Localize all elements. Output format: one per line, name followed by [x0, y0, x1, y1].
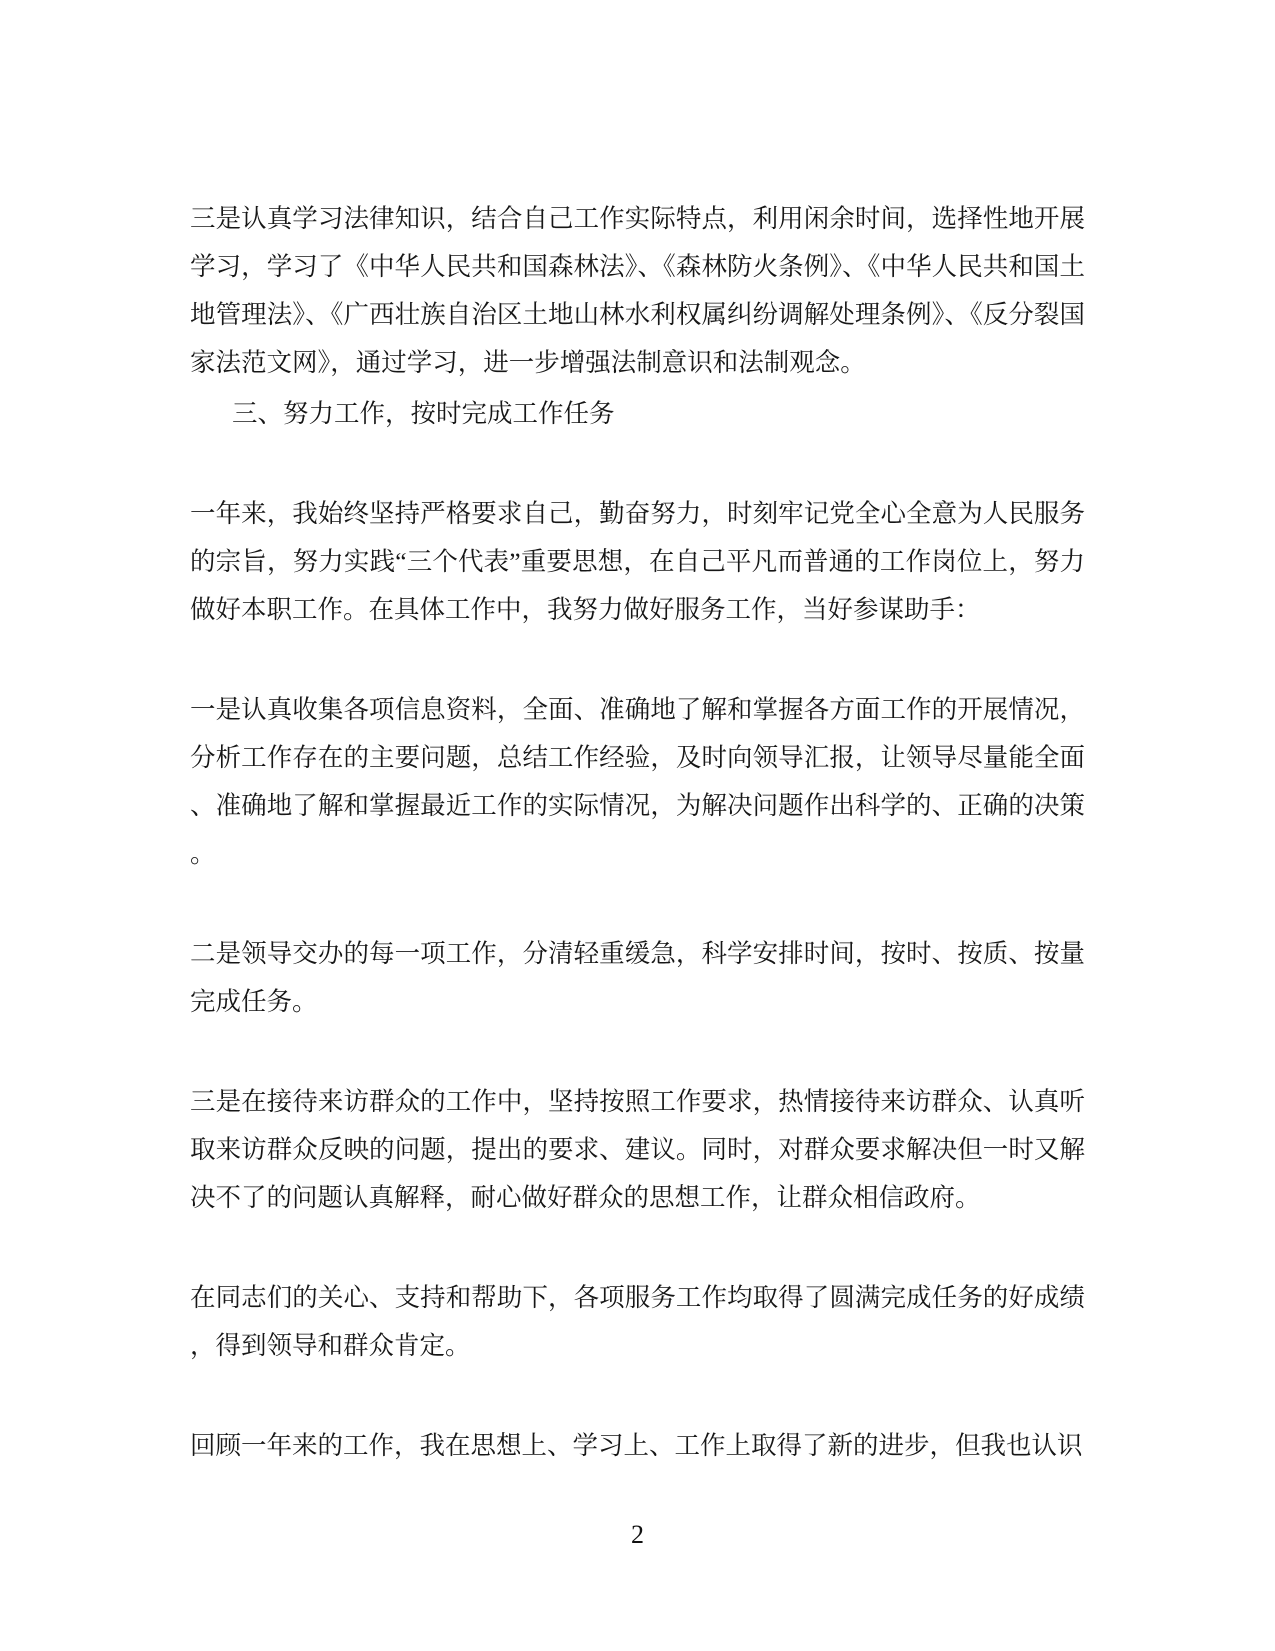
- paragraph: 三是在接待来访群众的工作中，坚持按照工作要求，热情接待来访群众、认真听取来访群众反映的问题，提出的要求、建议。同时，对群众要求解决但一时又解决不了的问题认真解释，耐心做好群众的思想工作，让群众相信政府。: [190, 1087, 1085, 1212]
- paragraph: 回顾一年来的工作，我在思想上、学习上、工作上取得了新的进步，但我也认识: [190, 1431, 1083, 1460]
- paragraph: 一年来，我始终坚持严格要求自己，勤奋努力，时刻牢记党全心全意为人民服务的宗旨，努力实践“三个代表”重要思想，在自己平凡而普通的工作岗位上，努力做好本职工作。在具体工作中，我努力做好服务工作，当好参谋助手：: [190, 499, 1085, 624]
- paragraph: 一是认真收集各项信息资料，全面、准确地了解和掌握各方面工作的开展情况，分析工作存在的主要问题，总结工作经验，及时向领导汇报，让领导尽量能全面、准确地了解和掌握最近工作的实际情况，为解决问题作出科学的、正确的决策。: [190, 695, 1085, 868]
- paragraph: 在同志们的关心、支持和帮助下，各项服务工作均取得了圆满完成任务的好成绩，得到领导和群众肯定。: [190, 1283, 1085, 1360]
- page-footer: [0, 1511, 1275, 1559]
- page-number: 2: [631, 1520, 644, 1549]
- document-content: [190, 195, 1085, 1470]
- section-heading: 三、努力工作，按时完成工作任务: [232, 399, 615, 428]
- paragraph: 二是领导交办的每一项工作，分清轻重缓急，科学安排时间，按时、按质、按量完成任务。: [190, 939, 1085, 1016]
- paragraph: 三是认真学习法律知识，结合自己工作实际特点，利用闲余时间，选择性地开展学习，学习了《中华人民共和国森林法》、《森林防火条例》、《中华人民共和国土地管理法》、《广西壮族自治区土地山林水利权属纠纷调解处理条例》、《反分裂国家法范文网》，通过学习，进一步增强法制意识和法制观念。: [190, 204, 1085, 377]
